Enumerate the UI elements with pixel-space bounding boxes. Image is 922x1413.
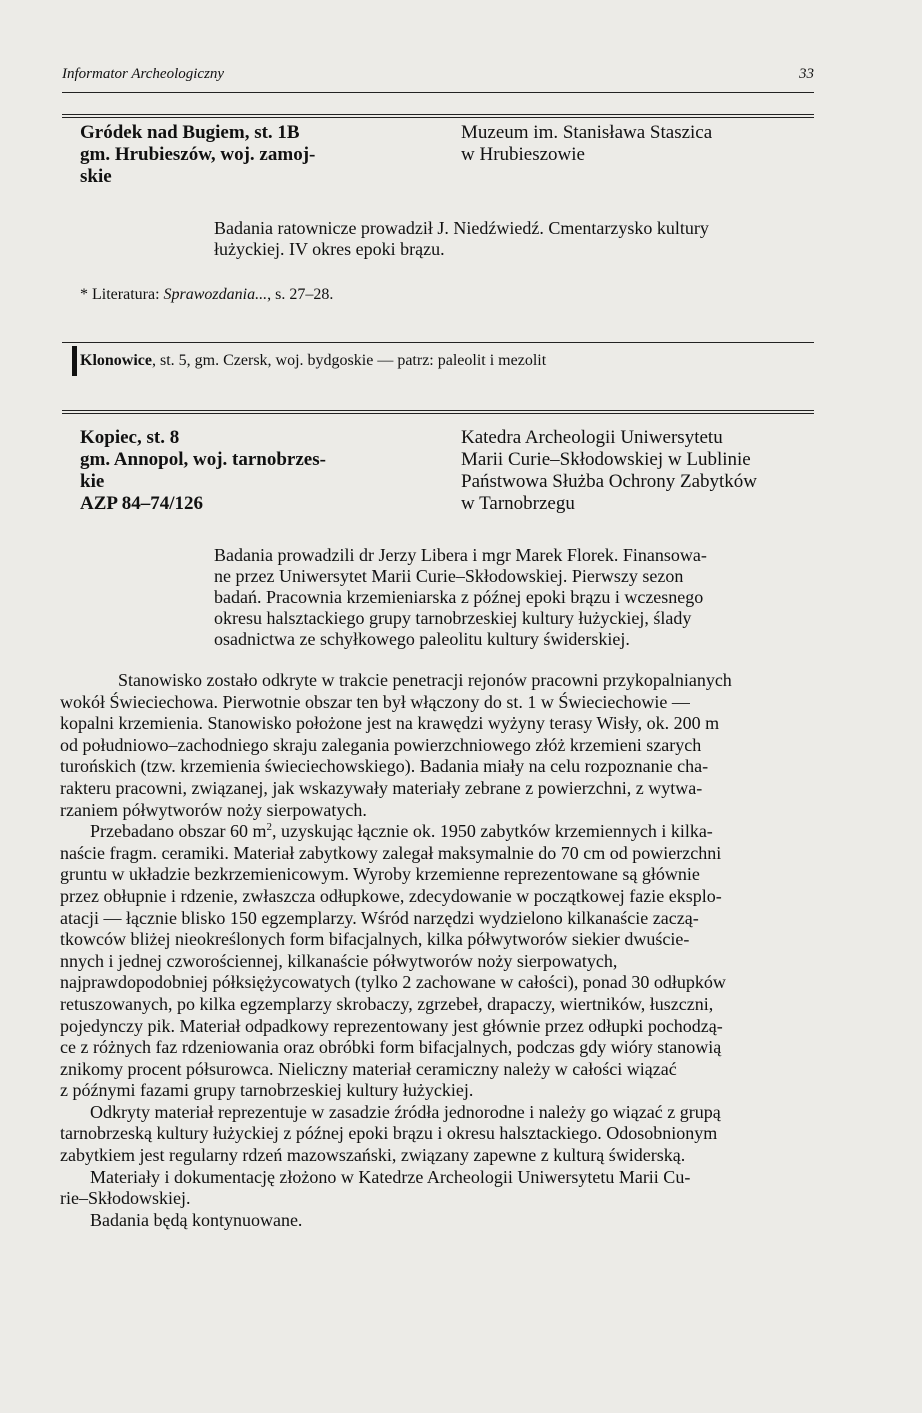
entry-title-grodek [80,122,315,188]
body-line: gruntu w układzie bezkrzemienicowym. Wyroby krzemienne reprezentowane są głównie [60,864,700,885]
body-line: rzaniem półwytworów noży sierpowatych. [60,799,367,820]
crossref-klonowice [62,346,814,376]
entry-divider [62,114,814,118]
title-line: gm. Annopol, woj. tarnobrzes- [80,449,326,470]
summary-kopiec [214,545,800,650]
body-line: przez obłupnie i rdzenie, zwłaszcza odłupkowe, zdecydowanie w początkowej fazie eksplo- [60,885,722,906]
summary-line: Badania prowadzili dr Jerzy Libera i mgr Marek Florek. Finansowa- [214,545,707,565]
body-line: Odkryty materiał reprezentuje w zasadzie źródła jednorodne i należy go wiązać z grupą [90,1101,721,1122]
body-line: atacji — łącznie blisko 150 egzemplarzy. Wśród narzędzi wydzielono kilkanaście zaczą- [60,907,699,928]
body-line: pojedynczy pik. Materiał odpadkowy reprezentowany jest głównie przez odłupki pochodzą- [60,1015,723,1036]
area-superscript: 2 [266,821,272,834]
entry-title-kopiec [80,427,326,515]
title-line: skie [80,166,112,187]
summary-line: ne przez Uniwersytet Marii Curie–Skłodowskiej. Pierwszy sezon [214,566,684,586]
summary-line: Badania ratownicze prowadził J. Niedźwiedź. Cmentarzysko kultury [214,218,709,238]
institution-line: Marii Curie–Skłodowskiej w Lublinie [461,449,751,470]
body-line: rakteru pracowni, związanej, jak wskazywały materiały zebrane z powierzchni, z wytwa- [60,777,703,798]
institution-kopiec [461,427,757,515]
body-line: Badania będą kontynuowane. [90,1209,303,1230]
institution-line: Muzeum im. Stanisława Staszica [461,122,713,143]
title-line: gm. Hrubieszów, woj. zamoj- [80,144,316,165]
literature-pages: , s. 27–28. [267,286,334,303]
institution-grodek [461,122,712,166]
institution-line: w Hrubieszowie [461,144,585,165]
crossref-marker [72,346,77,376]
crossref-text [80,352,546,370]
body-line: turońskich (tzw. krzemienia świeciechowskiego). Badania miały na celu rozpoznanie cha- [60,756,709,777]
body-line: retuszowanych, po kilka egzemplarzy skrobaczy, zgrzebeł, drapaczy, wiertników, łuszczni, [60,993,714,1014]
body-line: nnych i jednej czworościennej, kilkanaście półwytworów noży sierpowatych, [60,950,618,971]
body-line: rie–Skłodowskiej. [60,1188,191,1209]
title-line: Kopiec, st. 8 [80,427,180,448]
body-line: z późnymi fazami grupy tarnobrzeskiej kultury łużyckiej. [60,1080,474,1101]
title-line: Gródek nad Bugiem, st. 1B [80,122,300,143]
page-number: 33 [799,66,814,82]
summary-line: łużyckiej. IV okres epoki brązu. [214,239,445,259]
literature-title: Sprawozdania... [163,286,268,303]
institution-line: Katedra Archeologii Uniwersytetu [461,427,723,448]
body-line: zabytkiem jest regularny rdzeń mazowszański, związany zapewne z kulturą świderską. [60,1145,686,1166]
summary-line: okresu halsztackiego grupy tarnobrzeskiej kultury łużyckiej, ślady [214,608,692,628]
body-line: naście fragm. ceramiki. Materiał zabytkowy zalegał maksymalnie do 70 cm od powierzchni [60,842,722,863]
body-line-area [88,821,812,843]
summary-line: osadnictwa ze schyłkowego paleolitu kultury świderskiej. [214,629,630,649]
header-rule [62,92,814,93]
body-line: Stanowisko zostało odkryte w trakcie penetracji rejonów pracowni przykopalnianych [118,670,732,690]
literature-prefix: * Literatura: [80,286,164,303]
institution-line: w Tarnobrzegu [461,493,575,514]
body-line: Materiały i dokumentację złożono w Katedrze Archeologii Uniwersytetu Marii Cu- [90,1166,691,1187]
body-line: ce z różnych faz rdzeniowania oraz obróbki form bifacjalnych, podczas gdy wióry stanowią [60,1037,722,1058]
body-line: najprawdopodobniej półksiężycowatych (tylko 2 zachowane w całości), ponad 30 odłupków [60,972,726,993]
crossref-rest: , st. 5, gm. Czersk, woj. bydgoskie — patrz: paleolit i mezolit [152,352,547,369]
area-text: Przebadano obszar 60 m [90,821,267,842]
area-rest: , uzyskując łącznie ok. 1950 zabytków krzemiennych i kilka- [271,821,713,842]
crossref-site: Klonowice [80,352,152,369]
title-line: AZP 84–74/126 [80,493,203,514]
body-line: kopalni krzemienia. Stanowisko położone jest na krawędzi wyżyny terasy Wisły, ok. 200 m [60,713,720,734]
body-line: tarnobrzeską kultury łużyckiej z późnej epoki brązu i okresu halsztackiego. Odosobnionym [60,1123,718,1144]
summary-line: badań. Pracownia krzemieniarska z późnej epoki brązu i wczesnego [214,587,704,607]
literature-note [80,286,333,304]
body-line: znikomy procent półsurowca. Nieliczny materiał ceramiczny należy w całości wiązać [60,1058,677,1079]
body-line: od południowo–zachodniego skraju zalegania powierzchniowego złóż krzemieni szarych [60,734,702,755]
crossref-rule [62,342,814,343]
title-line: kie [80,471,105,492]
journal-title: Informator Archeologiczny [62,66,225,82]
summary-grodek [214,218,800,260]
institution-line: Państwowa Służba Ochrony Zabytków [461,471,758,492]
body-line: wokół Świeciechowa. Pierwotnie obszar ten był włączony do st. 1 w Świeciechowie — [60,691,690,712]
running-head [62,66,814,88]
entry-divider [62,410,814,414]
body-text [60,670,812,1231]
body-line: tkowców bliżej nieokreślonych form bifacjalnych, kilka półwytworów siekier dwuście- [60,929,690,950]
